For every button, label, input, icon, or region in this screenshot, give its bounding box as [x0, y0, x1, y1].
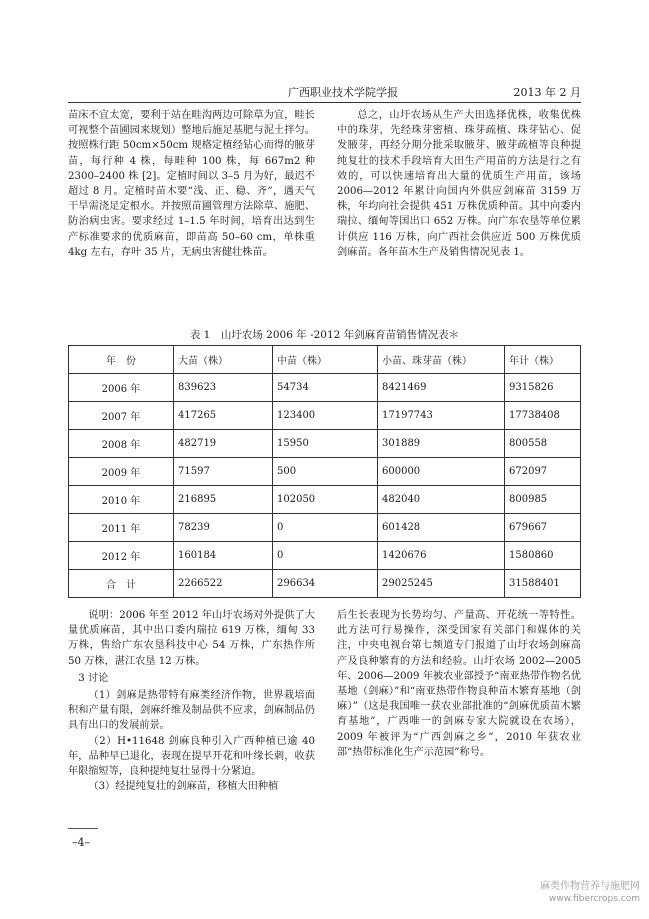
table-cell: 1420676: [378, 542, 505, 570]
table-cell: 123400: [273, 402, 378, 430]
table-cell: 417265: [174, 402, 273, 430]
table-cell: 54734: [273, 374, 378, 402]
text-column-top-left: [68, 108, 315, 260]
table-cell: 672097: [505, 458, 581, 486]
table-cell: 482719: [174, 430, 273, 458]
header-cell: 年计（株）: [505, 346, 581, 374]
table-cell: 0: [273, 542, 378, 570]
table-cell: 296634: [273, 570, 378, 598]
paragraph: （3）经提纯复壮的剑麻苗，移植大田种植: [88, 781, 279, 793]
table-cell: 679667: [505, 514, 581, 542]
table-cell: 2012 年: [69, 542, 174, 570]
table-cell: 2007 年: [69, 402, 174, 430]
table-cell: 2006 年: [69, 374, 174, 402]
paragraph: 苗床不宜太宽，要利于站在畦沟两边可除草为宜，畦长可视整个苗圃园来规划）整地后施足基肥与泥土拌匀。按照株行距 50cm×50cm 规格定植经钻心而得的腋芽苗，每行种 4 株，每畦种 100 株，每 667m2 种 2300–2400 株 [2]。定植时间以 3–5 月为好，最迟不超过 8 月。定植时苗木要“浅、正、稳、齐”，遇天气干旱需浇足定根水。并按照苗圃管理方法除草、施肥、防治病虫害。要求经过 1–1.5 年时间，培育出达到生产标准要求的优质麻苗，即苗高 50–60 cm，单株重 4kg 左右，存叶 35 片，无病虫害健壮株苗。: [68, 110, 315, 258]
table-header-row: [69, 346, 581, 374]
table-cell: 2009 年: [69, 458, 174, 486]
table-caption: 表 1 山圩农场 2006 年 -2012 年剑麻育苗销售情况表＊: [189, 329, 460, 341]
table-cell: 601428: [378, 514, 505, 542]
table-cell: 2008 年: [69, 430, 174, 458]
table-total-row: [69, 570, 581, 598]
table-cell: 0: [273, 514, 378, 542]
table-cell: 102050: [273, 486, 378, 514]
header-cell: 中苗（株）: [273, 346, 378, 374]
watermark-url: www.fibercrops.com: [549, 894, 640, 904]
text-column-bottom-left: [68, 608, 315, 794]
header-cell: 大苗（株）: [174, 346, 273, 374]
table-row: [69, 486, 581, 514]
table-cell: 78239: [174, 514, 273, 542]
table-cell: 17738408: [505, 402, 581, 430]
table-cell: 29025245: [378, 570, 505, 598]
table-row: [69, 430, 581, 458]
journal-title: 广西职业技术学院学报: [288, 86, 398, 99]
table-cell: 2010 年: [69, 486, 174, 514]
table-cell: 839623: [174, 374, 273, 402]
table-cell: 216895: [174, 486, 273, 514]
header-cell: 年 份: [69, 346, 174, 374]
table-row: [69, 374, 581, 402]
table-cell: 17197743: [378, 402, 505, 430]
table-cell: 15950: [273, 430, 378, 458]
paragraph: 后生长表现为长势均匀、产量高、开花统一等特性。此方法可行易操作，深受国家有关部门和媒体的关注，中央电视台第七频道专门报道了山圩农场剑麻高产及良种繁育的方法和经验。山圩农场 2002—2005 年、2006—2009 年被农业部授予“南亚热带作物名优基地（剑麻）”和“南亚热带作物良种苗木繁育基地（剑麻）”（这是我国唯一获农业部批准的“剑麻优质苗木繁育基地”，广西唯一的剑麻专家大院就设在农场），2009 年被评为“广西剑麻之乡”，2010 年获农业部“热带标准化生产示范园”称号。: [337, 610, 581, 758]
table-cell: 1580860: [505, 542, 581, 570]
table-cell: 31588401: [505, 570, 581, 598]
table-row: [69, 402, 581, 430]
table-cell: 2011 年: [69, 514, 174, 542]
table-cell: 160184: [174, 542, 273, 570]
table-row: [69, 458, 581, 486]
table-cell: 2266522: [174, 570, 273, 598]
table-row: [69, 514, 581, 542]
seedling-sales-table: [68, 345, 581, 598]
table-cell: 8421469: [378, 374, 505, 402]
table-cell: 9315826: [505, 374, 581, 402]
text-column-top-right: [337, 108, 581, 260]
header-cell: 小苗、珠芽苗（株）: [378, 346, 505, 374]
table-cell: 800558: [505, 430, 581, 458]
table-row: [69, 542, 581, 570]
table-cell: 482040: [378, 486, 505, 514]
table-cell: 71597: [174, 458, 273, 486]
table-note: 说明：2006 年至 2012 年山圩农场对外提供了大量优质麻苗，其中出口委内瑞拉 619 万株，缅甸 33 万株，售给广东农垦科技中心 54 万株，广东热作所 50 万株，湛江农垦 12 万株。: [68, 610, 315, 667]
running-header: [68, 84, 581, 103]
section-heading: 3 讨论: [78, 672, 109, 684]
paragraph: 总之，山圩农场从生产大田选择优株，收集优株中的珠芽，先经珠芽密植、珠芽疏植、珠芽钻心、促发腋芽，再经分期分批采取腋芽、腋芽疏植等良种提纯复壮的技术手段培育大田生产用苗的方法是行之有效的，可以快速培育出大量的优质生产用苗，该场 2006—2012 年累计向国内外供应剑麻苗 3159 万株，年均向社会提供 451 万株优质种苗。其中向委内瑞拉、缅甸等国出口 652 万株。向广东农垦等单位累计供应 116 万株，向广西社会供应近 500 万株优质剑麻苗。各年苗木生产及销售情况见表 1。: [337, 110, 581, 258]
table-cell: 301889: [378, 430, 505, 458]
site-watermark: [500, 880, 640, 906]
table-cell: 600000: [378, 458, 505, 486]
issue-date: 2013 年 2 月: [513, 86, 581, 99]
watermark-title: 麻类作物营养与施肥网: [540, 881, 640, 892]
table-cell: 800985: [505, 486, 581, 514]
page-number: –4–: [72, 836, 90, 849]
paragraph: （1）剑麻是热带特有麻类经济作物，世界栽培面积和产量有限，剑麻纤维及制品供不应求，剑麻制品仍具有出口的发展前景。: [68, 690, 315, 732]
text-column-bottom-right: [337, 608, 581, 760]
table-cell: 合 计: [69, 570, 174, 598]
table-cell: 500: [273, 458, 378, 486]
footer-divider: [68, 828, 98, 829]
paragraph: （2）H•11648 剑麻良种引入广西种植已逾 40 年，品种早已退化，表现在提早开花和叶缘长刺，收获年限缩短等，良种提纯复壮显得十分紧迫。: [68, 735, 315, 778]
